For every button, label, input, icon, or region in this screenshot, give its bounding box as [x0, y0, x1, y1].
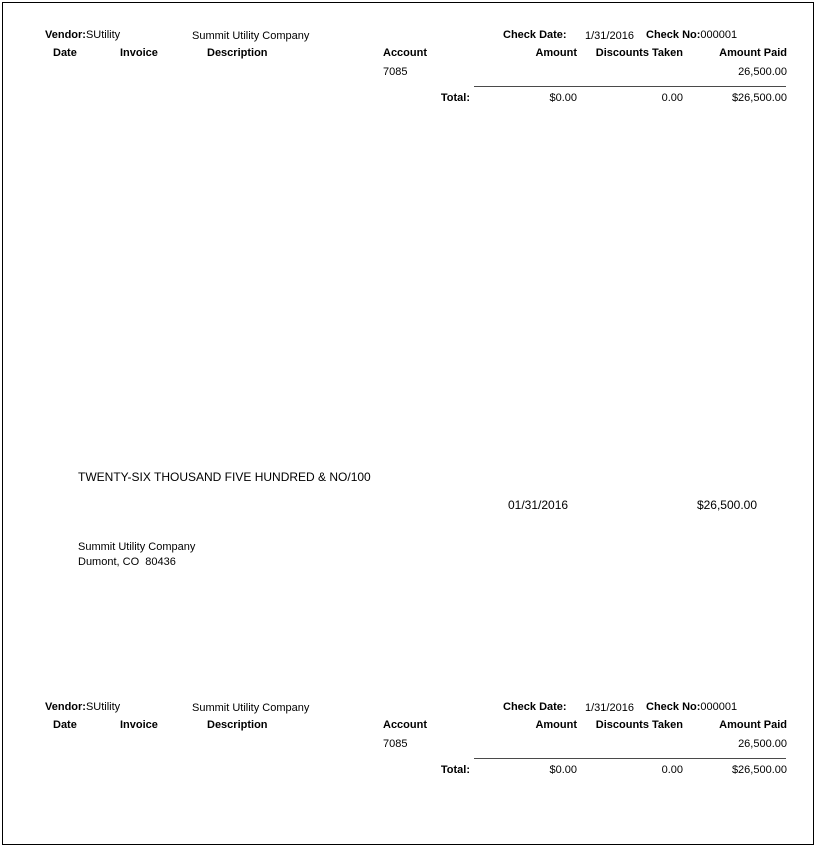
vendor-field: [45, 701, 120, 714]
column-header-date: Date: [53, 719, 77, 731]
check-body: [0, 440, 817, 640]
column-header-description: Description: [207, 47, 268, 59]
check-no-label: Check No:: [646, 29, 701, 41]
total-label: Total:: [440, 92, 470, 104]
column-header-invoice: Invoice: [120, 47, 158, 59]
payee-city-line: Dumont, CO 80436: [78, 556, 176, 568]
check-date: 01/31/2016: [508, 498, 569, 512]
check-no-field: [646, 29, 737, 42]
check-stub-bottom: [0, 672, 817, 787]
column-header-discounts-taken: Discounts Taken: [595, 719, 683, 731]
vendor-label: Vendor:: [45, 701, 86, 713]
vendor-label: Vendor:: [45, 29, 86, 41]
column-header-amount-paid: Amount Paid: [719, 719, 787, 731]
total-amount-paid: $26,500.00: [731, 92, 787, 104]
column-header-account: Account: [383, 719, 427, 731]
vendor-code: SUtility: [85, 29, 121, 41]
row-amount-paid-value: 26,500.00: [738, 738, 787, 750]
check-no-label: Check No:: [646, 701, 701, 713]
check-date-value: 1/31/2016: [585, 702, 634, 714]
vendor-field: [45, 29, 120, 42]
check-stub-top: [0, 0, 817, 115]
column-header-invoice: Invoice: [120, 719, 158, 731]
total-amount: $0.00: [549, 92, 577, 104]
total-label: Total:: [440, 764, 470, 776]
column-header-date: Date: [53, 47, 77, 59]
check-date-value: 1/31/2016: [585, 30, 634, 42]
column-header-discounts-taken: Discounts Taken: [595, 47, 683, 59]
vendor-name: Summit Utility Company: [192, 702, 310, 714]
column-header-description: Description: [207, 719, 268, 731]
column-header-amount-paid: Amount Paid: [719, 47, 787, 59]
vendor-name: Summit Utility Company: [192, 30, 310, 42]
column-header-amount: Amount: [535, 47, 577, 59]
column-header-account: Account: [383, 47, 427, 59]
total-rule: [474, 86, 786, 87]
total-rule: [474, 758, 786, 759]
check-no-field: [646, 701, 737, 714]
total-amount-paid: $26,500.00: [731, 764, 787, 776]
payee-name: Summit Utility Company: [78, 541, 196, 553]
row-amount-paid-value: 26,500.00: [738, 66, 787, 78]
total-amount: $0.00: [549, 764, 577, 776]
column-header-amount: Amount: [535, 719, 577, 731]
check-amount: $26,500.00: [696, 498, 757, 512]
check-no-value: 000001: [700, 29, 738, 41]
total-discounts-taken: 0.00: [661, 92, 683, 104]
amount-in-words: TWENTY-SIX THOUSAND FIVE HUNDRED & NO/100: [78, 470, 371, 484]
total-discounts-taken: 0.00: [661, 764, 683, 776]
row-account-value: 7085: [383, 738, 408, 750]
row-account-value: 7085: [383, 66, 408, 78]
check-date-label: Check Date:: [503, 29, 567, 41]
check-no-value: 000001: [700, 701, 738, 713]
check-date-label: Check Date:: [503, 701, 567, 713]
vendor-code: SUtility: [85, 701, 121, 713]
